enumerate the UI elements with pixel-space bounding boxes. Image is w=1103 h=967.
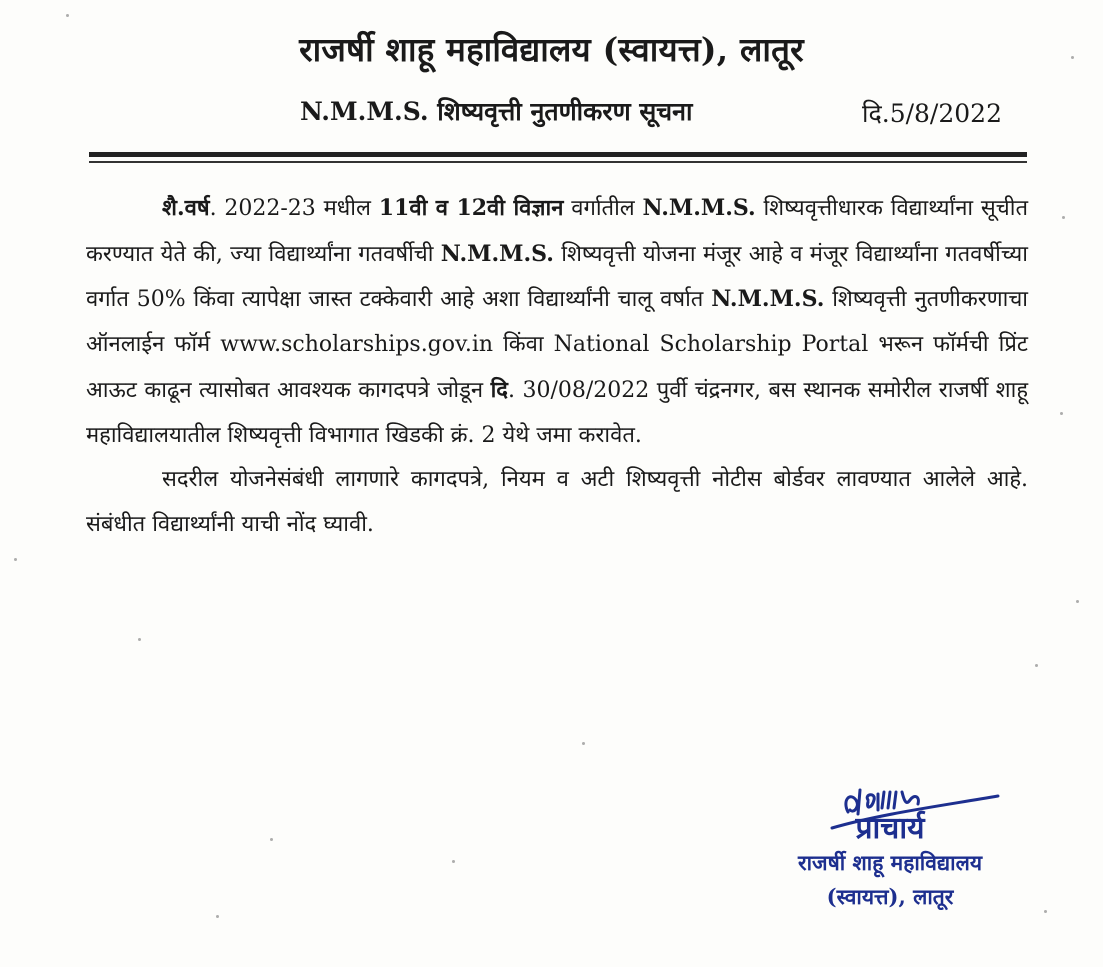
scan-speck (1062, 216, 1065, 219)
scheme-name: N.M.M.S. (440, 240, 554, 267)
scan-speck (1044, 910, 1047, 913)
notice-text: . 2022-23 मधील (209, 196, 379, 221)
scan-speck (216, 915, 219, 918)
signatory-title: प्राचार्य (855, 811, 925, 846)
deadline-label: दि (490, 376, 508, 403)
header-rule-thick (89, 152, 1027, 157)
scan-speck (1035, 664, 1038, 667)
scan-speck (138, 638, 141, 641)
header-rule-thin (89, 161, 1027, 163)
signatory-place: (स्वायत्त), लातूर (826, 884, 954, 909)
scan-speck (582, 742, 585, 745)
notice-paragraph-1 (86, 186, 1028, 458)
scan-speck (14, 558, 17, 561)
scan-speck (1076, 600, 1079, 603)
notice-subject: N.M.M.S. शिष्यवृत्ती नुतणीकरण सूचना (300, 97, 693, 126)
scheme-name: N.M.M.S. (711, 286, 825, 313)
class-names: 11वी व 12वी विज्ञान (378, 195, 564, 221)
notice-text: वर्गातील (563, 196, 643, 221)
college-title: राजर्षी शाहू महाविद्यालय (स्वायत्त), लातूर (299, 30, 804, 69)
notice-text: शिष्यवृत्तीधारक विद्यार्थ्यांना सूचीत करण्यात येते की, ज्या विद्यार्थ्यांना गतवर्षीची (86, 196, 1028, 267)
notice-date: दि.5/8/2022 (862, 99, 1002, 128)
notice-text: शिष्यवृत्ती नुतणीकरणाचा ऑनलाईन फॉर्म www.scholarships.gov.in किंवा National Scholarship Portal भरून फॉर्मची प्रिंट आऊट काढून त्यासोबत आवश्यक कागदपत्रे जोडून (86, 287, 1028, 403)
scan-speck (1060, 412, 1063, 415)
scan-speck (66, 14, 69, 17)
scheme-name: N.M.M.S. (642, 195, 756, 221)
notice-body (86, 186, 1028, 548)
scan-speck (452, 860, 455, 863)
signatory-block (770, 812, 1010, 914)
notice-text: . 30/08/2022 पुर्वी चंद्रनगर, बस स्थानक समोरील राजर्षी शाहू महाविद्यालयातील शिष्यवृत्ती विभागात खिडकी क्रं. 2 येथे जमा करावेत. (86, 377, 1028, 448)
academic-year-label: शै.वर्ष (162, 195, 210, 221)
signatory-college: राजर्षी शाहू महाविद्यालय (797, 850, 983, 875)
notice-paragraph-2: सदरील योजनेसंबंधी लागणारे कागदपत्रे, नियम व अटी शिष्यवृत्ती नोटीस बोर्डवर लावण्यात आलेले आहे. संबंधीत विद्यार्थ्यांनी याची नोंद घ्यावी. (86, 467, 1028, 537)
notice-text: शिष्यवृत्ती योजना मंजूर आहे व मंजूर विद्यार्थ्यांना गतवर्षीच्या वर्गात 50% किंवा त्यापेक्षा जास्त टक्केवारी आहे अशा विद्यार्थ्यांनी चालू वर्षात (86, 241, 1028, 313)
scan-speck (270, 838, 273, 841)
